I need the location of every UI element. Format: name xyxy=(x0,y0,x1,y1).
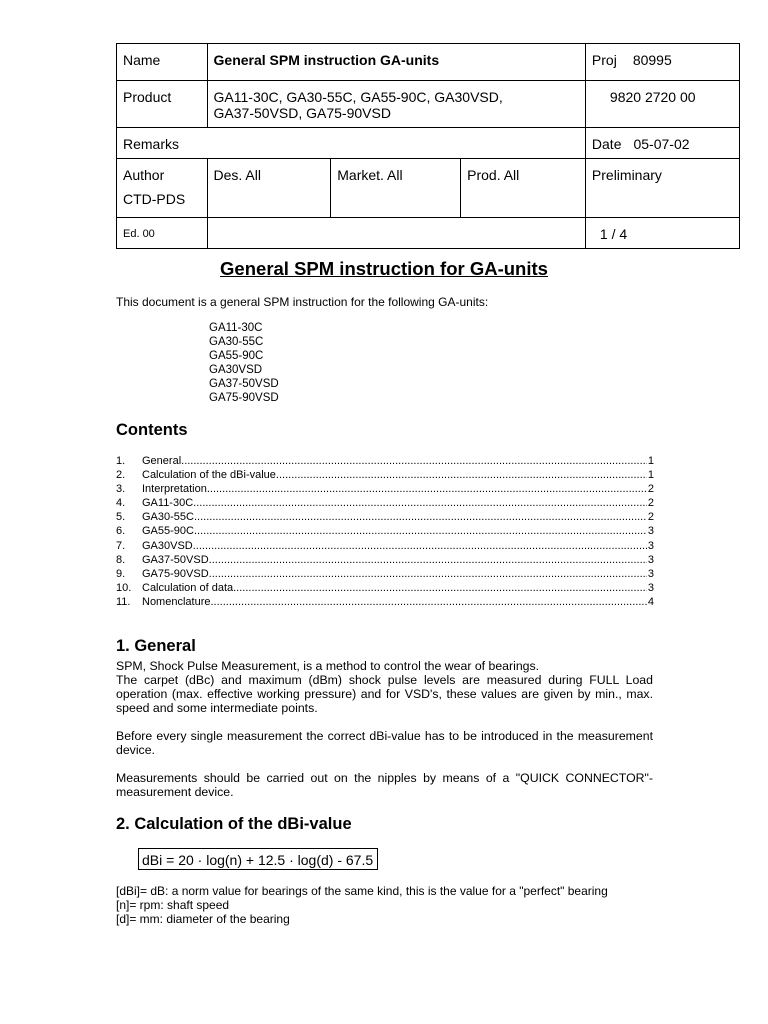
section-calc-heading: 2. Calculation of the dBi-value xyxy=(116,815,352,833)
definition-dbi: [dBi]= dB: a norm value for bearings of the same kind, this is the value for a "perfect" bearing xyxy=(116,884,608,898)
edition-cell xyxy=(117,218,208,249)
empty-cell xyxy=(207,218,585,249)
unit-list xyxy=(209,321,279,405)
status-value: Preliminary xyxy=(591,167,662,183)
name-label-cell xyxy=(117,44,208,81)
product-label: Product xyxy=(123,89,172,105)
product-number: 9820 2720 00 xyxy=(609,89,696,105)
product-value-cell xyxy=(207,81,585,128)
definition-d: [d]= mm: diameter of the bearing xyxy=(116,912,290,926)
intro-text: This document is a general SPM instruction for the following GA-units: xyxy=(116,295,489,309)
toc-entry[interactable]: 7. GA30VSD ..... 3 xyxy=(116,539,654,553)
product-label-cell xyxy=(117,81,208,128)
unit-item: GA55-90C xyxy=(209,350,264,362)
page-number: 1 / 4 xyxy=(599,226,628,242)
date-value: 05-07-02 xyxy=(633,136,690,152)
product-value-line2: GA37-50VSD, GA75-90VSD xyxy=(213,105,391,121)
toc-entry[interactable]: 10. Calculation of data ..... 3 xyxy=(116,581,654,595)
dbi-formula: dBi = 20 · log(n) + 12.5 · log(d) - 67.5 xyxy=(138,848,378,870)
general-p1-rest: The carpet (dBc) and maximum (dBm) shock pulse levels are measured during FULL Load operation (max. effective working pressure) and for VSD's, these values are given by min., max. speed and some intermediate points. xyxy=(116,673,653,715)
document-title: General SPM instruction for GA-units xyxy=(220,258,548,279)
toc-entry[interactable]: 5. GA30-55C ..... 2 xyxy=(116,510,654,524)
name-label: Name xyxy=(123,52,161,68)
toc-entry[interactable]: 8. GA37-50VSD ..... 3 xyxy=(116,553,654,567)
author-label: Author xyxy=(123,167,165,183)
toc-entry[interactable]: 4. GA11-30C ..... 2 xyxy=(116,496,654,510)
general-paragraph-1 xyxy=(116,659,653,715)
document-header-table xyxy=(116,43,740,249)
date-cell xyxy=(585,128,739,159)
author-cell xyxy=(117,159,208,218)
unit-item: GA11-30C xyxy=(209,322,263,334)
prod-cell xyxy=(461,159,586,218)
table-of-contents xyxy=(116,454,654,609)
formula-definitions xyxy=(116,884,608,926)
toc-entry[interactable]: 9. GA75-90VSD ..... 3 xyxy=(116,567,654,581)
name-value-cell xyxy=(207,44,585,81)
contents-heading: Contents xyxy=(116,421,188,439)
des-cell xyxy=(207,159,331,218)
page-cell xyxy=(585,218,739,249)
toc-entry[interactable]: 6. GA55-90C ..... 3 xyxy=(116,524,654,538)
edition-value: Ed. 00 xyxy=(123,228,155,240)
unit-item: GA30VSD xyxy=(209,364,263,376)
des-value: Des. All xyxy=(213,167,261,183)
unit-item: GA75-90VSD xyxy=(209,392,279,404)
toc-entry[interactable]: 1. General ..... 1 xyxy=(116,454,654,468)
proj-label: Proj xyxy=(591,52,617,68)
definition-n: [n]= rpm: shaft speed xyxy=(116,898,230,912)
status-cell xyxy=(585,159,739,218)
name-value: General SPM instruction GA-units xyxy=(213,52,440,68)
date-label: Date xyxy=(591,136,622,152)
general-paragraph-3: Measurements should be carried out on the nipples by means of a "QUICK CONNECTOR"-measurement device. xyxy=(116,771,653,799)
prod-value: Prod. All xyxy=(467,167,520,183)
toc-entry[interactable]: 3. Interpretation ..... 2 xyxy=(116,482,654,496)
product-number-cell xyxy=(585,81,739,128)
general-p1-line1: SPM, Shock Pulse Measurement, is a method to control the wear of bearings. xyxy=(116,659,540,673)
toc-entry[interactable]: 11. Nomenclature ..... 4 xyxy=(116,595,654,609)
product-value-line1: GA11-30C, GA30-55C, GA55-90C, GA30VSD, xyxy=(213,89,503,105)
proj-cell xyxy=(585,44,739,81)
unit-item: GA37-50VSD xyxy=(209,378,279,390)
section-general-heading: 1. General xyxy=(116,637,196,655)
market-value: Market. All xyxy=(337,167,403,183)
author-value: CTD-PDS xyxy=(123,191,186,207)
toc-entry[interactable]: 2. Calculation of the dBi-value ..... 1 xyxy=(116,468,654,482)
market-cell xyxy=(331,159,461,218)
remarks-label: Remarks xyxy=(123,136,180,152)
general-paragraph-2: Before every single measurement the correct dBi-value has to be introduced in the measurement device. xyxy=(116,729,653,757)
unit-item: GA30-55C xyxy=(209,336,264,348)
proj-value: 80995 xyxy=(632,52,672,68)
remarks-cell xyxy=(117,128,586,159)
